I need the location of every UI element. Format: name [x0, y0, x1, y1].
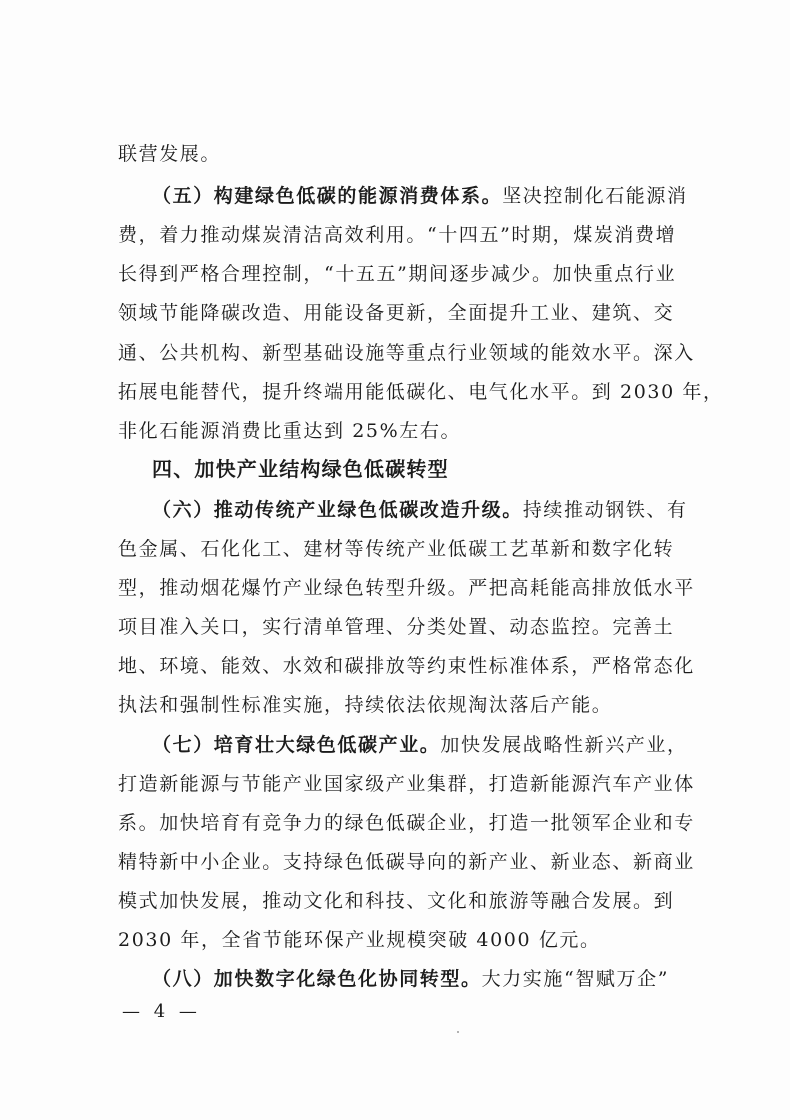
body-text-line [118, 537, 698, 561]
line-text: 领域节能降碳改造、用能设备更新，全面提升工业、建筑、交 [118, 302, 675, 324]
body-text-line [118, 142, 698, 166]
line-text: 通、公共机构、新型基础设施等重点行业领域的能效水平。深入 [118, 342, 695, 364]
line-text: 打造新能源与节能产业国家级产业集群，打造新能源汽车产业体 [118, 773, 695, 795]
line-text: 加快发展战略性新兴产业， [440, 734, 688, 756]
body-text-line [118, 850, 698, 874]
line-text: 系。加快培育有竞争力的绿色低碳企业，打造一批领军企业和专 [118, 812, 695, 834]
line-text: 非化石能源消费比重达到 25%左右。 [118, 420, 462, 442]
section-heading: 四、加快产业结构绿色低碳转型 [152, 457, 449, 481]
paragraph-8-start [152, 967, 698, 991]
body-text-line [118, 772, 698, 796]
line-text: 拓展电能替代，提升终端用能低碳化、电气化水平。到 2030 年， [118, 381, 724, 403]
body-text-line [118, 380, 724, 404]
body-text-line [118, 301, 698, 325]
section-lead: （七）培育壮大绿色低碳产业。 [152, 734, 441, 756]
scan-speck [457, 1031, 459, 1033]
line-text: 精特新中小企业。支持绿色低碳导向的新产业、新业态、新商业 [118, 851, 695, 873]
body-text-line [118, 419, 698, 443]
body-text-line [118, 693, 698, 717]
line-text: 大力实施“智赋万企” [481, 968, 670, 990]
body-text-line [118, 341, 698, 365]
line-text: 色金属、石化化工、建材等传统产业低碳工艺革新和数字化转 [118, 538, 675, 560]
body-text-line [118, 223, 698, 247]
paragraph-7-start [152, 733, 698, 757]
section-lead: （八）加快数字化绿色化协同转型。 [152, 968, 482, 990]
line-text: 2030 年，全省节能环保产业规模突破 4000 亿元。 [118, 929, 601, 951]
section-lead: （六）推动传统产业绿色低碳改造升级。 [152, 499, 523, 521]
line-text: 项目准入关口，实行清单管理、分类处置、动态监控。完善土 [118, 616, 675, 638]
body-text-line [118, 889, 698, 913]
line-text: 联营发展。 [118, 143, 222, 165]
body-text-line [118, 576, 698, 600]
line-text: 型，推动烟花爆竹产业绿色转型升级。严把高耗能高排放低水平 [118, 577, 695, 599]
body-text-line [118, 654, 698, 678]
body-text-line [118, 928, 698, 952]
line-text: 模式加快发展，推动文化和科技、文化和旅游等融合发展。到 [118, 890, 675, 912]
body-text-line [118, 811, 698, 835]
line-text: 执法和强制性标准实施，持续依法依规淘汰落后产能。 [118, 694, 613, 716]
line-text: 坚决控制化石能源消 [502, 185, 688, 207]
line-text: 费，着力推动煤炭清洁高效利用。“十四五”时期，煤炭消费增 [118, 224, 677, 246]
line-text: 地、环境、能效、水效和碳排放等约束性标准体系，严格常态化 [118, 655, 695, 677]
section-lead: （五）构建绿色低碳的能源消费体系。 [152, 185, 503, 207]
body-text-line [118, 615, 698, 639]
paragraph-5-start [152, 184, 698, 208]
paragraph-6-start [152, 498, 698, 522]
line-text: 长得到严格合理控制，“十五五”期间逐步减少。加快重点行业 [118, 263, 677, 285]
page-number: — 4 — [122, 1001, 201, 1022]
line-text: 持续推动钢铁、有 [522, 499, 688, 521]
body-text-line [118, 262, 698, 286]
